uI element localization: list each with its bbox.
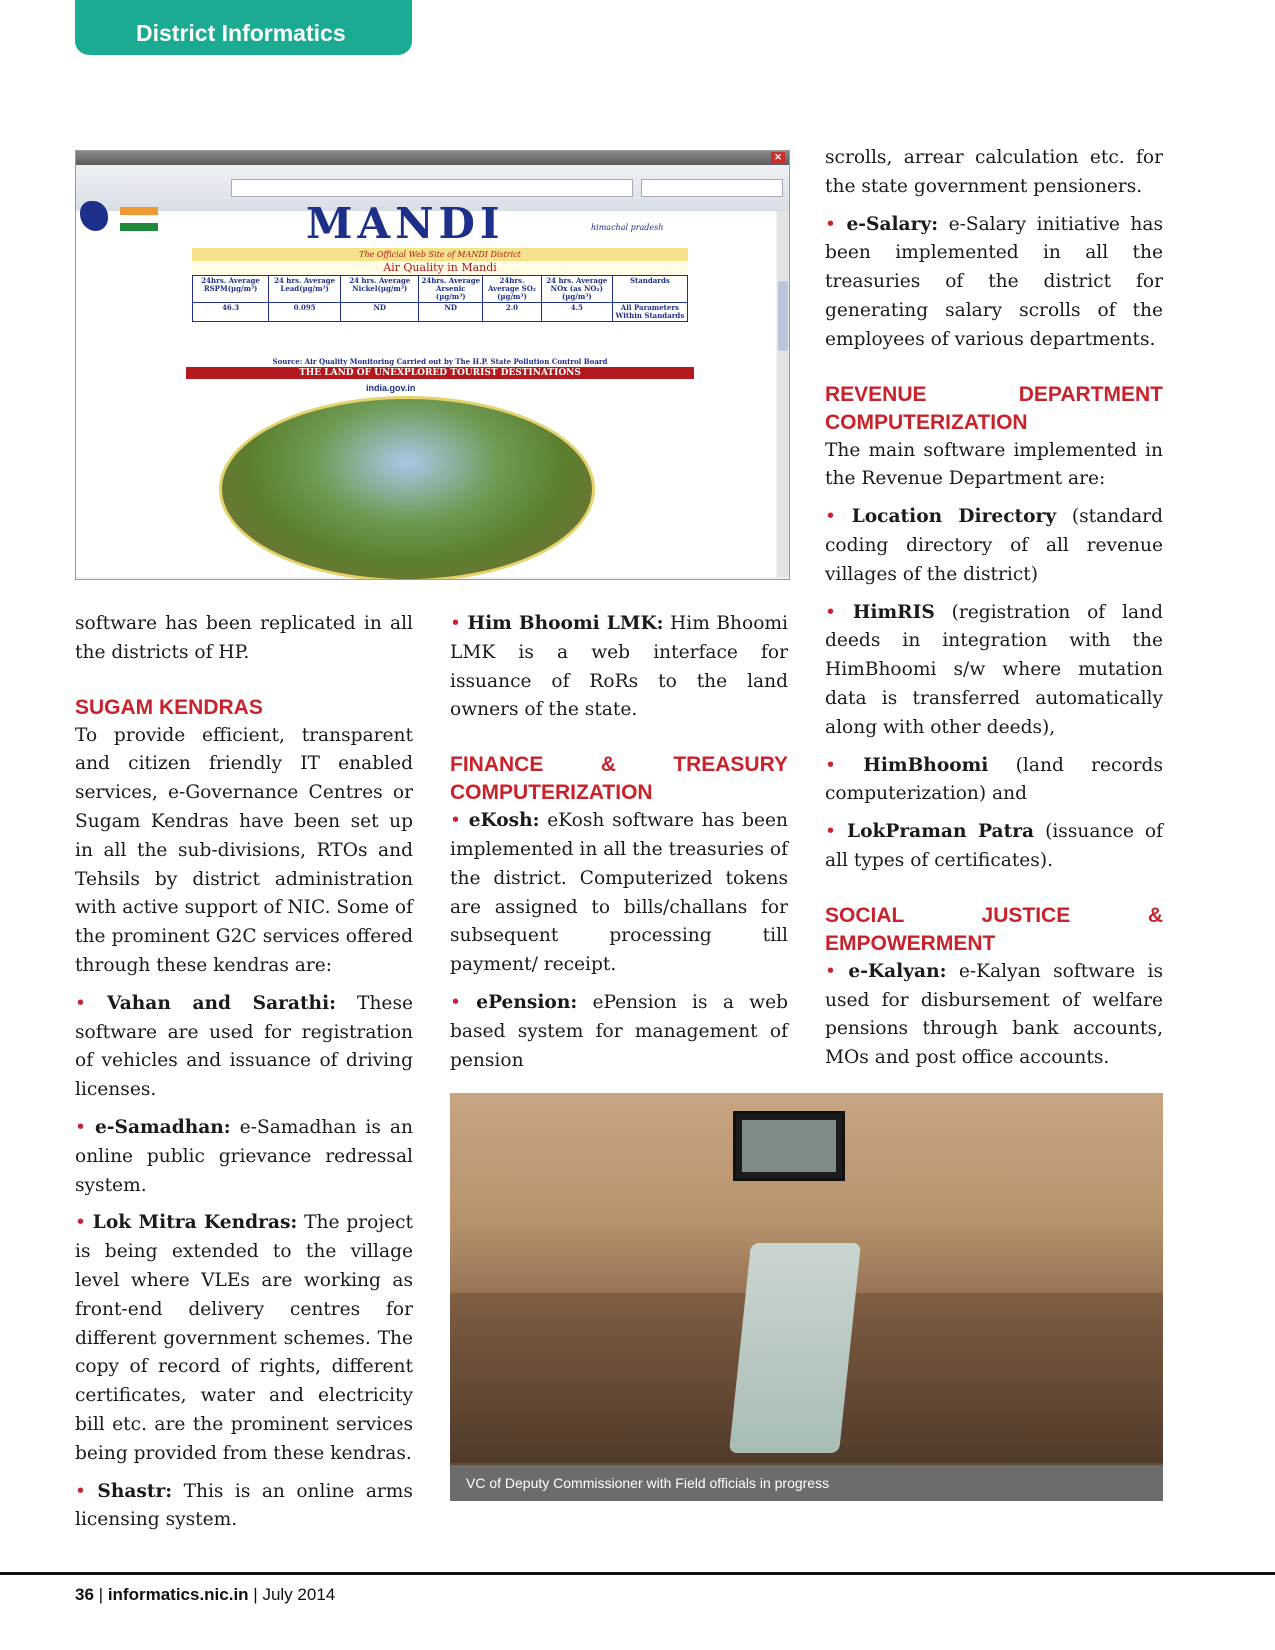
- address-bar: [231, 179, 633, 197]
- column-3: [825, 144, 1163, 1073]
- description: (standard coding directory of all revenue villages of the district): [825, 506, 1163, 585]
- table-cell: All Parameters Within Standards: [612, 303, 687, 322]
- bullet-icon: •: [825, 213, 847, 235]
- landscape-image: [219, 396, 595, 580]
- term: Location Directory: [851, 506, 1057, 528]
- tagline-banner: THE LAND OF UNEXPLORED TOURIST DESTINATIONS: [186, 367, 694, 379]
- description: e-Salary initiative has been implemented in all the treasuries of the district for generating salary scrolls of the employees of various departments.: [825, 213, 1163, 350]
- table-header-cell: 24 hrs. Average NOx (as NO₂)(µg/m³): [541, 276, 612, 303]
- table-header-cell: 24hrs. Average SO₂ (µg/m³): [483, 276, 542, 303]
- table-header-cell: 24hrs. Average RSPM(µg/m³): [193, 276, 269, 303]
- bullet-icon: •: [450, 810, 469, 832]
- air-quality-source: Source: Air Quality Monitoring Carried out by The H.P. State Pollution Control Board: [272, 357, 608, 366]
- list-item: [825, 503, 1163, 589]
- description: (registration of land deeds in integration with the HimBhoomi s/w where mutation data is transferred automatically along with other deeds),: [825, 601, 1163, 738]
- close-icon: ✕: [771, 152, 785, 163]
- bullet-icon: •: [75, 1212, 93, 1234]
- term: e-Salary:: [846, 213, 939, 235]
- column-1: [75, 610, 413, 1535]
- description: (issuance of all types of certificates).: [825, 821, 1163, 871]
- list-item: [825, 752, 1163, 810]
- table-cell: 46.3: [193, 303, 269, 322]
- bullet-icon: •: [825, 506, 852, 528]
- heading-social-justice: SOCIAL JUSTICE & EMPOWERMENT: [825, 903, 1163, 955]
- section-tab-label: District Informatics: [136, 20, 346, 46]
- term: Lok Mitra Kendras:: [92, 1212, 298, 1234]
- paragraph: scrolls, arrear calculation etc. for the state government pensioners.: [825, 147, 1163, 197]
- description: e-Samadhan is an online public grievance redressal system.: [75, 1116, 413, 1196]
- list-item: [75, 990, 413, 1105]
- page-number: 36: [75, 1585, 94, 1604]
- description: eKosh software has been implemented in all the treasuries of the district. Computerized tokens are assigned to bills/challans for subsequent processing till payment/ receipt.: [450, 810, 788, 976]
- list-item: [450, 807, 788, 980]
- column-2: [450, 610, 788, 1075]
- table-header-cell: 24 hrs. Average Nickel(µg/m³): [341, 276, 419, 303]
- description: e-Kalyan software is used for disbursement of welfare pensions through bank accounts, MOs and post office accounts.: [825, 960, 1163, 1069]
- list-item: [75, 1114, 413, 1200]
- section-tab: [75, 0, 412, 55]
- footer-site: informatics.nic.in: [107, 1585, 249, 1604]
- scroll-thumb: [778, 281, 788, 351]
- website-screenshot: [75, 150, 790, 580]
- list-item: [825, 958, 1163, 1073]
- bullet-icon: •: [450, 613, 468, 634]
- bullet-icon: •: [75, 992, 108, 1014]
- bullet-icon: •: [75, 1480, 98, 1502]
- bullet-icon: •: [825, 821, 848, 843]
- list-item: [825, 818, 1163, 876]
- description: Him Bhoomi LMK is a web interface for issuance of RoRs to the land owners of the state.: [450, 613, 788, 721]
- site-logo: MANDI: [306, 199, 505, 248]
- table-cell: 0.095: [269, 303, 341, 322]
- brand-right: himachal pradesh: [591, 223, 664, 232]
- term: e-Kalyan:: [848, 960, 947, 982]
- term: Him Bhoomi LMK:: [467, 613, 664, 634]
- bullet-icon: •: [75, 1116, 95, 1138]
- scrollbar: [777, 211, 789, 577]
- india-flag-icon: [120, 207, 158, 231]
- video-conference-screen: [733, 1111, 845, 1181]
- bullet-icon: •: [825, 601, 853, 623]
- list-item: [450, 989, 788, 1075]
- conference-table: [729, 1243, 861, 1453]
- heading-finance: FINANCE & TREASURY COMPUTERIZATION: [450, 753, 788, 805]
- browser-search-bar: [641, 179, 783, 197]
- description: ePension is a web based system for management of pension: [450, 991, 788, 1071]
- footer-separator: |: [98, 1585, 104, 1604]
- term: Vahan and Sarathi:: [107, 992, 337, 1014]
- list-item: [75, 1209, 413, 1468]
- term: ePension:: [476, 991, 578, 1013]
- bullet-icon: •: [825, 754, 864, 776]
- india-gov-link: india.gov.in: [366, 383, 416, 393]
- description: The project is being extended to the village level where VLEs are working as front-end delivery centres for different government schemes. The copy of record of rights, different certificates, water and electricity bill etc. are the prominent services being provided from these kendras.: [75, 1212, 413, 1464]
- table-cell: ND: [419, 303, 483, 322]
- table-row: [193, 303, 688, 322]
- term: HimBhoomi: [863, 754, 989, 776]
- paragraph: The main software implemented in the Revenue Department are:: [825, 439, 1163, 490]
- footer-rule: [0, 1572, 1275, 1575]
- table-cell: ND: [341, 303, 419, 322]
- list-item: [450, 610, 788, 725]
- heading-sugam-kendras: SUGAM KENDRAS: [75, 695, 263, 719]
- bullet-icon: •: [825, 960, 849, 982]
- table-header-row: [193, 276, 688, 303]
- paragraph: software has been replicated in all the districts of HP.: [75, 613, 413, 663]
- table-header-cell: Standards: [612, 276, 687, 303]
- footer-separator: |: [253, 1585, 258, 1604]
- term: e-Samadhan:: [94, 1116, 231, 1138]
- list-item: [825, 211, 1163, 355]
- description: This is an online arms licensing system.: [75, 1480, 413, 1531]
- heading-revenue: REVENUE DEPARTMENT COMPUTERIZATION: [825, 382, 1163, 434]
- air-quality-table: [192, 275, 688, 322]
- official-site-strip: The Official Web Site of MANDI District: [192, 248, 688, 261]
- term: Shastr:: [97, 1480, 173, 1502]
- table-cell: 4.5: [541, 303, 612, 322]
- list-item: [75, 1478, 413, 1536]
- paragraph: To provide efficient, transparent and citizen friendly IT enabled services, e-Governance Centres or Sugam Kendras have been set up in all the sub-divisions, RTOs and Tehsils by district administration with active support of NIC. Some of the prominent G2C services offered through these kendras are:: [75, 724, 413, 976]
- table-header-cell: 24 hrs. Average Lead(µg/m³): [269, 276, 341, 303]
- footer: [75, 1580, 335, 1610]
- list-item: [825, 599, 1163, 743]
- table-cell: 2.0: [483, 303, 542, 322]
- air-quality-title: Air Quality in Mandi: [192, 261, 688, 275]
- term: eKosh:: [468, 810, 540, 832]
- photo-caption: VC of Deputy Commissioner with Field officials in progress: [450, 1465, 1163, 1501]
- bullet-icon: •: [450, 991, 477, 1013]
- description: These software are used for registration of vehicles and issuance of driving licenses.: [75, 992, 413, 1101]
- table-header-cell: 24hrs. Average Arsenic (µg/m³): [419, 276, 483, 303]
- footer-date: July 2014: [262, 1585, 336, 1604]
- term: HimRIS: [852, 601, 935, 623]
- window-titlebar: [76, 151, 789, 165]
- meeting-photo: [450, 1093, 1163, 1501]
- term: LokPraman Patra: [847, 821, 1035, 843]
- description: (land records computerization) and: [825, 754, 1163, 805]
